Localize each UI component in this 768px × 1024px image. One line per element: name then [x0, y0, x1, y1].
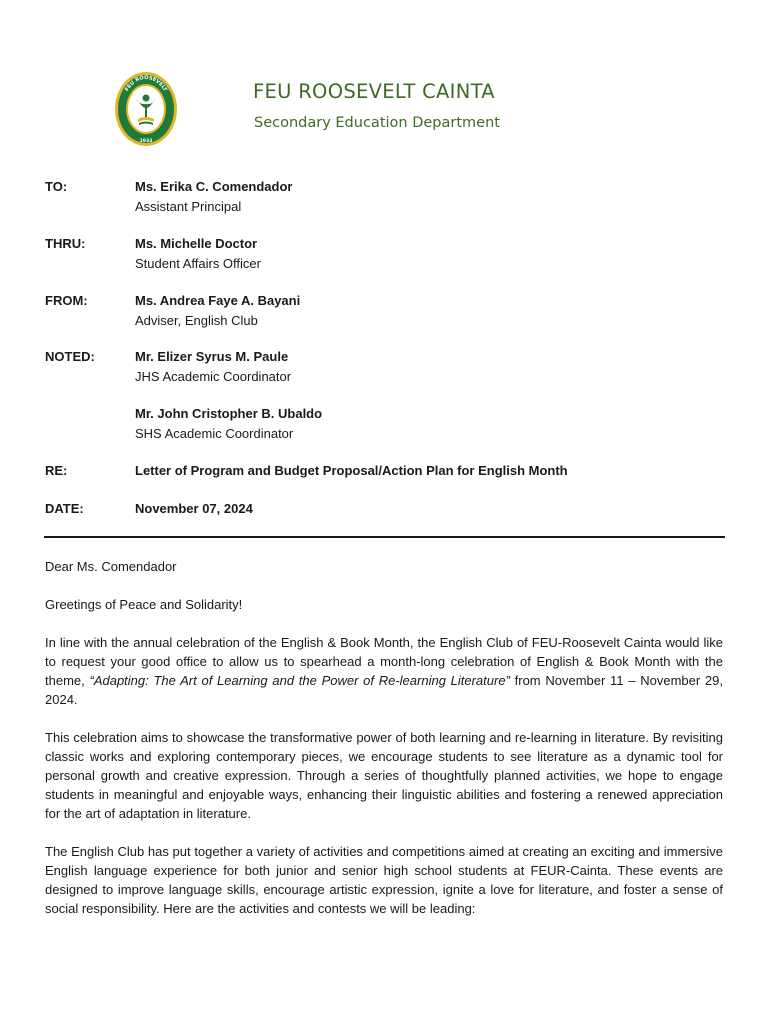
memo-from-name: Ms. Andrea Faye A. Bayani: [135, 293, 301, 308]
memo-to-name: Ms. Erika C. Comendador: [135, 179, 293, 194]
logo-year-text: 1933: [139, 139, 153, 144]
memo-date-text: November 07, 2024: [135, 501, 253, 516]
memo-thru-name: Ms. Michelle Doctor: [135, 236, 258, 251]
memo-to-label: TO:: [45, 179, 68, 194]
memo-thru-role: Student Affairs Officer: [135, 256, 261, 271]
paragraph-2: This celebration aims to showcase the transformative power of both learning and re-learning in literature. By revisiting classic works and exploring contemporary pieces, we encourage students to see literature as a dynamic tool for personal growth and creative expression. Through a series of thoughtfully planned activities, we hope to engage students in meaningful and enjoyable ways, enhancing their linguistic abilities and fostering a renewed appreciation for the art of adaptation in literature.: [45, 730, 723, 821]
memo-noted-role-1: JHS Academic Coordinator: [135, 369, 292, 384]
memo-re-text: Letter of Program and Budget Proposal/Action Plan for English Month: [135, 463, 568, 478]
paragraph-1-lead: In line with the annual celebration of the English & Book Month, the English Club of FEU-Roosevelt Cainta would like to request your good office to allow us to spearhead a month-long celebration of English & Book Month with the theme,: [45, 635, 723, 688]
paragraph-3: The English Club has put together a variety of activities and competitions aimed at creating an exciting and immersive English language experience for both junior and senior high school students at FEUR-Cainta. These events are designed to improve language skills, encourage artistic expression, ignite a love for literature, and foster a sense of social responsibility. Here are the activities and contests we will be leading:: [45, 844, 723, 916]
svg-text:FEU ROOSEVELT: [124, 75, 168, 93]
memo-thru-value: [135, 234, 261, 274]
memo-from-label: FROM:: [45, 293, 88, 308]
memo-noted-label: NOTED:: [45, 349, 95, 364]
header-divider: [44, 536, 725, 538]
memo-thru-label: THRU:: [45, 236, 86, 251]
memo-re-label: RE:: [45, 463, 68, 478]
event-theme: “Adapting: The Art of Learning and the Power of Re-learning Literature”: [89, 673, 510, 688]
logo-top-text: FEU ROOSEVELT: [124, 74, 168, 93]
memo-to-value: [135, 177, 292, 217]
letter-body: [45, 557, 723, 937]
memo-date-label: DATE:: [45, 501, 84, 516]
greeting: Greetings of Peace and Solidarity!: [45, 597, 243, 612]
school-name: FEU ROOSEVELT CAINTA: [253, 80, 495, 103]
department-name: Secondary Education Department: [254, 115, 500, 131]
memo-from-role: Adviser, English Club: [135, 313, 258, 328]
memo-from-value: [135, 291, 300, 331]
memo-date-value: [135, 499, 253, 519]
paragraph-1-tail: from November 11 – November 29, 2024.: [45, 673, 724, 707]
memo-to-role: Assistant Principal: [135, 199, 242, 214]
salutation: Dear Ms. Comendador: [45, 559, 177, 574]
paragraph-1: [45, 633, 723, 709]
memo-noted-role-2: SHS Academic Coordinator: [135, 426, 294, 441]
memo-re-value: [135, 461, 568, 481]
memo-noted-name-1: Mr. Elizer Syrus M. Paule: [135, 349, 289, 364]
memo-noted-value-1: [135, 347, 291, 387]
memo-noted-name-2: Mr. John Cristopher B. Ubaldo: [135, 406, 323, 421]
memo-noted-value-2: [135, 404, 322, 444]
logo-lettering: [114, 71, 178, 147]
